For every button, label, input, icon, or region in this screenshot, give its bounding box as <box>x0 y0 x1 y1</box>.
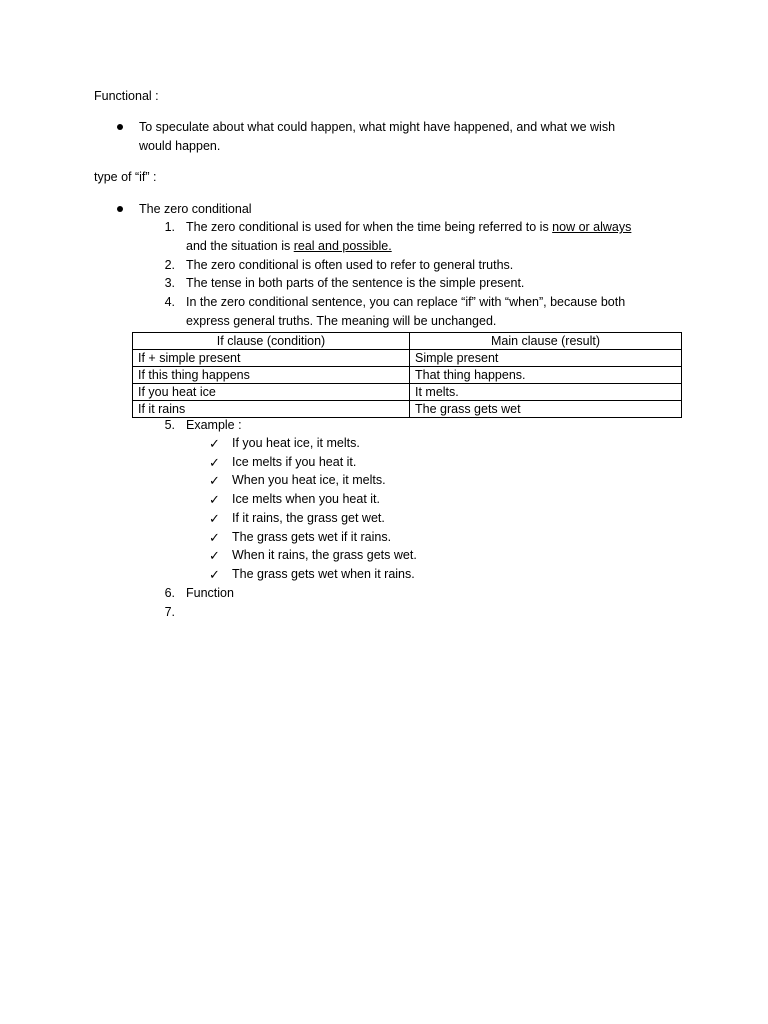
bullet-icon <box>117 206 123 212</box>
conditional-table <box>132 332 682 418</box>
table-header-cell: If clause (condition) <box>133 333 410 350</box>
list-item: If you heat ice, it melts. <box>232 436 360 450</box>
table-cell: If you heat ice <box>133 384 410 401</box>
list-item: The grass gets wet if it rains. <box>232 530 392 544</box>
list-item-3: The tense in both parts of the sentence is the simple present. <box>186 276 525 290</box>
list-item-4-line2: express general truths. The meaning will be unchanged. <box>186 314 497 328</box>
table-row <box>133 401 682 418</box>
list-number: 4. <box>164 295 175 309</box>
list-item-text: and the situation is <box>186 239 294 253</box>
list-number: 7. <box>164 605 175 619</box>
list-item-text: The zero conditional is used for when the time being referred to is <box>186 220 553 234</box>
table-row <box>133 367 682 384</box>
table-cell: The grass gets wet <box>410 401 682 418</box>
check-icon: ✓ <box>209 492 220 507</box>
example-label: Example : <box>186 418 242 432</box>
type-heading: type of “if” : <box>94 170 157 184</box>
list-item: Ice melts when you heat it. <box>232 492 380 506</box>
check-icon: ✓ <box>209 530 220 545</box>
list-item-2: The zero conditional is often used to refer to general truths. <box>186 258 514 272</box>
table-cell: If it rains <box>133 401 410 418</box>
list-number: 5. <box>164 418 175 432</box>
check-icon: ✓ <box>209 473 220 488</box>
list-item: When it rains, the grass gets wet. <box>232 548 417 562</box>
table-cell: If + simple present <box>133 350 410 367</box>
underlined-text: now or always <box>552 220 632 234</box>
check-icon: ✓ <box>209 436 220 451</box>
table-row <box>133 350 682 367</box>
table-cell: If this thing happens <box>133 367 410 384</box>
table-header-cell: Main clause (result) <box>410 333 682 350</box>
check-icon: ✓ <box>209 567 220 582</box>
list-item: If it rains, the grass get wet. <box>232 511 385 525</box>
list-item: When you heat ice, it melts. <box>232 473 386 487</box>
table-header-row <box>133 333 682 350</box>
list-item-4-line1: In the zero conditional sentence, you can replace “if” with “when”, because both <box>186 295 626 309</box>
list-item: The grass gets wet when it rains. <box>232 567 415 581</box>
list-number: 2. <box>164 258 175 272</box>
function-item: Function <box>186 586 234 600</box>
bullet-icon <box>117 124 123 130</box>
functional-bullet-line1: To speculate about what could happen, what might have happened, and what we wish <box>139 120 616 134</box>
check-icon: ✓ <box>209 455 220 470</box>
table-cell: Simple present <box>410 350 682 367</box>
table-cell: It melts. <box>410 384 682 401</box>
check-icon: ✓ <box>209 511 220 526</box>
table-row <box>133 384 682 401</box>
list-item-1-line2 <box>186 237 392 256</box>
list-item-1-line1 <box>186 218 631 237</box>
functional-heading: Functional : <box>94 89 159 103</box>
list-number: 6. <box>164 586 175 600</box>
zero-conditional-title: The zero conditional <box>139 202 252 216</box>
table-cell: That thing happens. <box>410 367 682 384</box>
list-number: 3. <box>164 276 175 290</box>
functional-bullet-line2: would happen. <box>139 139 221 153</box>
list-number: 1. <box>164 220 175 234</box>
list-item: Ice melts if you heat it. <box>232 455 357 469</box>
underlined-text: real and possible. <box>293 239 392 253</box>
check-icon: ✓ <box>209 548 220 563</box>
